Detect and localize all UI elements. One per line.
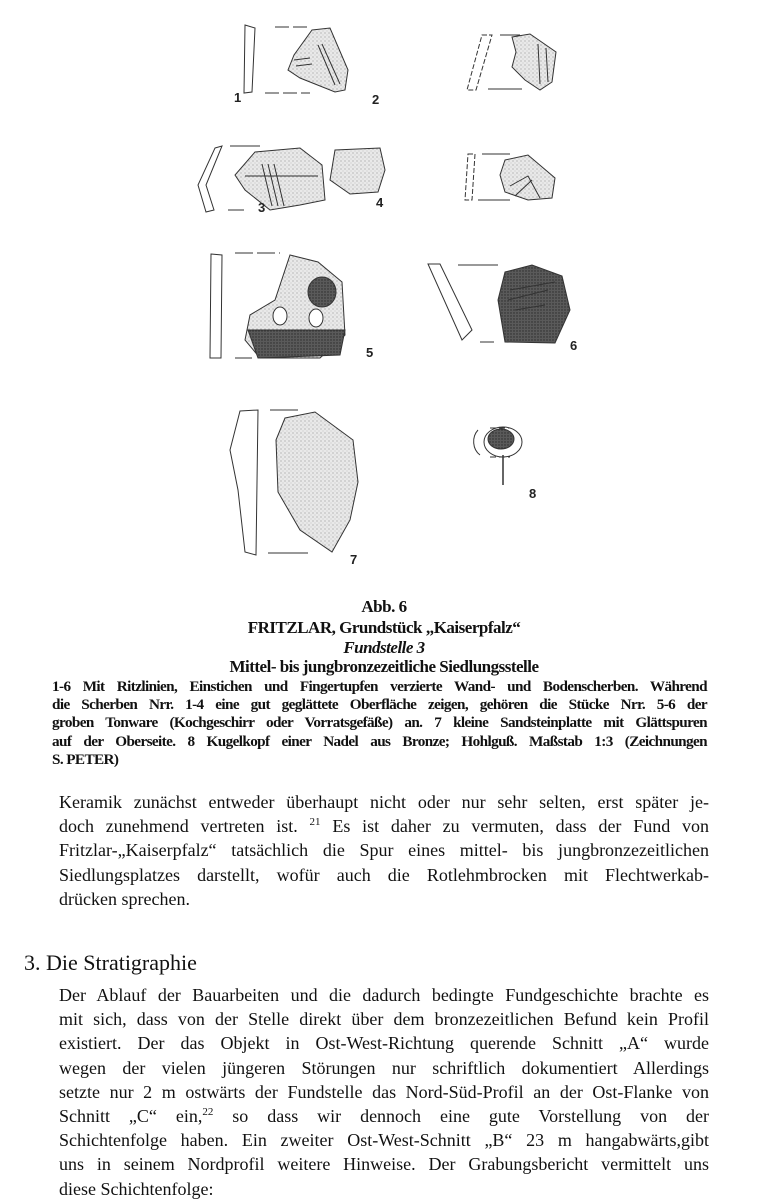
sherd-6 bbox=[428, 264, 570, 343]
figure-number: Abb. 6 bbox=[361, 597, 407, 616]
text-line: uns in seinem Nordprofil weitere Hinweise. Der Grabungsbericht vermittelt uns bbox=[59, 1154, 709, 1175]
text-line: diese Schichtenfolge: bbox=[59, 1178, 214, 1199]
caption-line: auf der Oberseite. 8 Kugelkopf einer Nadel aus Bronze; Hohlguß. Maßstab 1:3 (Zeichnungen bbox=[52, 732, 707, 750]
footnote-ref-21[interactable]: 21 bbox=[309, 816, 321, 829]
figure-findspot: Fundstelle 3 bbox=[343, 638, 425, 657]
sandstone-plate-7 bbox=[230, 410, 358, 555]
text-line: mit sich, dass von der Stelle direkt über dem bronzezeitlichen Befund kein Profil bbox=[59, 1009, 709, 1030]
pin-head-8 bbox=[474, 427, 522, 485]
section-heading: 3. Die Stratigraphie bbox=[24, 950, 197, 975]
caption-line: 1-6 Mit Ritzlinien, Einstichen und Fingertupfen verzierte Wand- und Bodenscherben. Während bbox=[52, 678, 707, 695]
text-line: Der Ablauf der Bauarbeiten und die dadurch bedingte Fundgeschichte brachte es bbox=[59, 985, 709, 1005]
text-line: existiert. Der das Objekt in Ost-West-Richtung querende Schnitt „A“ wurde bbox=[59, 1033, 709, 1054]
text-line bbox=[59, 814, 709, 838]
figure-label-2: 2 bbox=[372, 92, 380, 107]
pottery-drawings bbox=[0, 0, 768, 590]
text-line: Schichtenfolge haben. Ein zweiter Ost-West-Schnitt „B“ 23 m hangabwärts,gibt bbox=[59, 1130, 709, 1151]
caption-line: die Scherben Nrr. 1-4 eine gut geglättete Oberfläche zeigen, gehören die Stücke Nrr. 5-6 der bbox=[52, 696, 707, 714]
text-line: wegen der vielen jüngeren Störungen nur schriftlich dokumentiert Allerdings bbox=[59, 1057, 709, 1078]
sherd-4 bbox=[465, 154, 555, 200]
text-line bbox=[59, 1104, 709, 1128]
figure-label-7: 7 bbox=[350, 552, 358, 567]
text-line: setzte nur 2 m ostwärts der Fundstelle das Nord-Süd-Profil an der Ost-Flanke von bbox=[59, 1081, 709, 1102]
body-paragraph-1 bbox=[59, 790, 709, 911]
sherd-5 bbox=[210, 253, 345, 358]
body-paragraph-2 bbox=[59, 983, 709, 1201]
figure-subtitle: Mittel- bis jungbronzezeitliche Siedlungsstelle bbox=[229, 657, 539, 676]
figure-site-title: FRITZLAR, Grundstück „Kaiserpfalz“ bbox=[247, 618, 521, 637]
text-line: Fritzlar-„Kaiserpfalz“ tatsächlich die Spur eines mittel- bis jungbronzezeitlichen bbox=[59, 840, 709, 861]
text-fragment: doch zunehmend vertreten ist. bbox=[59, 816, 310, 837]
figure-label-1: 1 bbox=[234, 90, 242, 105]
figure-label-8: 8 bbox=[529, 486, 537, 501]
caption-line: groben Tonware (Kochgeschirr oder Vorratsgefäße) an. 7 kleine Sandsteinplatte mit Glättspuren bbox=[52, 714, 707, 732]
figure-label-5: 5 bbox=[366, 345, 374, 360]
text-line: drücken sprechen. bbox=[59, 888, 190, 909]
figure-caption-body bbox=[52, 678, 707, 769]
figure-label-4: 4 bbox=[376, 195, 384, 210]
figure-label-6: 6 bbox=[570, 338, 578, 353]
footnote-ref-22[interactable]: 22 bbox=[202, 1106, 214, 1119]
text-fragment: Schnitt „C“ ein, bbox=[59, 1106, 203, 1127]
figure-plate bbox=[0, 0, 768, 590]
figure-label-3: 3 bbox=[258, 200, 266, 215]
sherd-2 bbox=[467, 34, 556, 90]
caption-line: S. PETER) bbox=[52, 750, 119, 768]
text-fragment: so dass wir dennoch eine gute Vorstellung von der bbox=[213, 1106, 709, 1127]
text-line: Siedlungsplatzes darstellt, wofür auch die Rotlehmbrocken mit Flechtwerkab- bbox=[59, 864, 709, 885]
text-fragment: Es ist daher zu vermuten, dass der Fund von bbox=[320, 816, 709, 837]
sherd-1 bbox=[244, 25, 348, 93]
text-line: Keramik zunächst entweder überhaupt nicht oder nur sehr selten, erst später je- bbox=[59, 792, 709, 812]
sherd-3 bbox=[198, 146, 385, 212]
